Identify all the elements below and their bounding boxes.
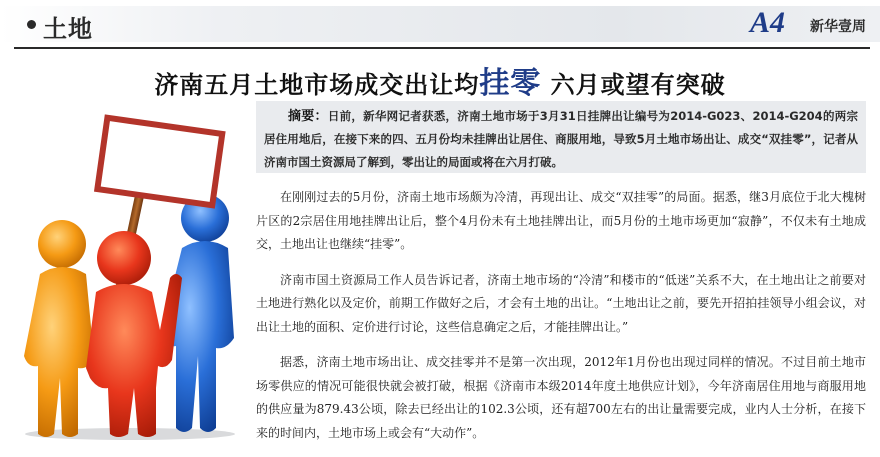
headline-highlight: 挂零 xyxy=(479,66,542,101)
blank-sign xyxy=(94,114,226,208)
body-paragraph: 济南市国土资源局工作人员告诉记者，济南土地市场的“冷清”和楼市的“低迷”关系不大，在土地出让之前要对土地进行熟化以及定价，前期工作做好之后，才会有土地的出让。“土地出让之前，要先开招拍挂领导小组会议，对出让土地的面积、定价进行讨论，这些信息确定之后，才能挂牌出让。” xyxy=(256,272,866,334)
page-number: A4 xyxy=(750,6,786,39)
figures-with-sign-illustration xyxy=(20,98,260,440)
body-paragraph: 据悉，济南土地市场出让、成交挂零并不是第一次出现，2012年1月份也出现过同样的情况。不过目前土地市场零供应的情况可能很快就会被打破，根据《济南市本级2014年度土地供应计划》，今年济南居住用地与商服用地的供应量为879.43公顷，除去已经出让的102.3公顷，还有超700左右的出让量需要完成，业内人士分析，在接下来的时间内，土地市场上或会有“大动作”。 xyxy=(256,355,866,440)
header-rule xyxy=(14,47,870,49)
page-header xyxy=(0,0,880,50)
article-body xyxy=(256,186,866,457)
headline xyxy=(0,58,880,102)
article-abstract xyxy=(256,101,866,173)
abstract-text: 日前，新华网记者获悉，济南土地市场于3月31日挂牌出让编号为2014-G023、2014-G204的两宗居住用地后，在接下来的四、五月份均未挂牌出让居住、商服用地，导致5月土地市场出让、成交“双挂零”，记者从济南市国土资源局了解到，零出让的局面或将在六月打破。 xyxy=(264,109,858,169)
abstract-label: 摘要： xyxy=(288,109,328,124)
section-bullet xyxy=(27,20,36,29)
red-figure xyxy=(86,231,182,437)
headline-part-1: 济南五月土地市场成交出让均 xyxy=(154,71,480,99)
orange-figure xyxy=(24,220,94,437)
paper-name: 新华壹周 xyxy=(810,19,866,35)
section-title: 土地 xyxy=(43,14,93,43)
header-band xyxy=(0,6,880,42)
headline-part-2: 六月或望有突破 xyxy=(550,71,726,99)
body-paragraph: 在刚刚过去的5月份，济南土地市场颇为冷清，再现出让、成交“双挂零”的局面。据悉，继3月底位于北大槐树片区的2宗居住用地挂牌出让后，整个4月份未有土地挂牌出让，而5月份的土地市场更加“寂静”，不仅未有土地成交，土地出让也继续“挂零”。 xyxy=(256,190,866,251)
